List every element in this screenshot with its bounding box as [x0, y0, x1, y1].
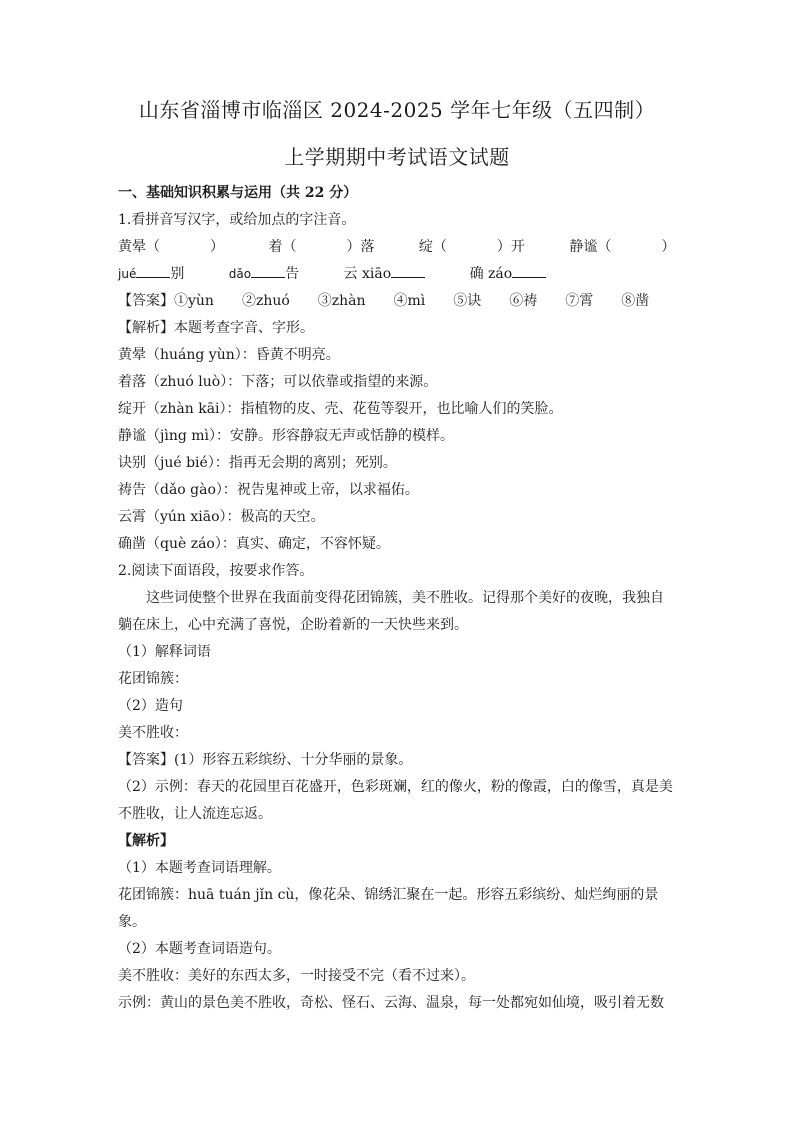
section-heading: 一、基础知识积累与运用（共 22 分）	[118, 185, 358, 201]
q2-sub-1-word: 花团锦簇：	[118, 671, 188, 687]
q1-row-2	[118, 261, 678, 288]
title-line-2: 上学期期中考试语文试题	[284, 145, 510, 169]
q2-passage-line-1: 这些词使整个世界在我面前变得花团锦簇，美不胜收。记得那个美好的夜晚，我独自	[146, 590, 664, 606]
q1-item-1: 黄晕（ ）	[118, 239, 224, 255]
q2-sub-question-1: （1）解释词语	[118, 644, 211, 660]
q2-analysis-1-text-line-2: 象。	[118, 914, 146, 930]
q2-answer-2-line-1: （2）示例：春天的花园里百花盛开，色彩斑斓，红的像火，粉的像霞，白的像雪，真是美	[118, 779, 673, 795]
q2-analysis-label: 【解析】	[118, 833, 174, 849]
q1-item-6: dǎo 告	[228, 266, 300, 282]
q1-analysis-item: 绽开（zhàn kāi）：指植物的皮、壳、花苞等裂开，也比喻人们的笑脸。	[118, 401, 563, 417]
q2-analysis-2-text: 美不胜收：美好的东西太多，一时接受不完（看不过来）。	[118, 968, 475, 984]
q1-item-4: 静谧（ ）	[569, 239, 676, 255]
q2-answer-2-line-2: 不胜收，让人流连忘返。	[118, 806, 272, 822]
title-line-1: 山东省淄博市临淄区 2024-2025 学年七年级（五四制）	[138, 98, 656, 122]
q1-analysis-item: 黄晕（huáng yùn）：昏黄不明亮。	[118, 347, 340, 363]
q1-analysis-item: 静谧（jìng mì）：安静。形容静寂无声或恬静的模样。	[118, 428, 454, 444]
q2-sub-question-2: （2）造句	[118, 698, 183, 714]
q1-analysis-item: 诀别（jué bié）：指再无会期的离别；死别。	[118, 455, 397, 471]
q1-analysis-item: 祷告（dǎo gào）：祝告鬼神或上帝，以求福佑。	[118, 482, 419, 498]
q2-passage-line-2: 躺在床上，心中充满了喜悦，企盼着新的一天快些来到。	[118, 617, 468, 633]
q2-analysis-2: （2）本题考查词语造句。	[118, 941, 281, 957]
q1-answer: 【答案】①yùn ②zhuó ③zhàn ④mì ⑤诀 ⑥祷 ⑦霄 ⑧凿	[118, 293, 650, 309]
q2-analysis-1-text-line-1: 花团锦簇：huā tuán jǐn cù，像花朵、锦绣汇聚在一起。形容五彩缤纷、灿烂绚丽的景	[118, 887, 659, 903]
question-1-stem: 1.看拼音写汉字，或给加点的字注音。	[118, 212, 356, 228]
q1-item-2: 着（ ）落	[268, 239, 375, 255]
q1-item-8: 确 záo	[470, 266, 547, 282]
q2-sub-2-word: 美不胜收：	[118, 725, 188, 741]
q1-analysis-item: 确凿（què záo）：真实、确定，不容怀疑。	[118, 536, 390, 552]
q1-item-3: 绽（ ）开	[418, 239, 525, 255]
q1-item-7: 云 xiāo	[344, 266, 426, 282]
q1-item-5: jué 别	[118, 266, 185, 282]
q2-analysis-1: （1）本题考查词语理解。	[118, 860, 281, 876]
question-2-stem: 2.阅读下面语段，按要求作答。	[118, 563, 314, 579]
q1-analysis-item: 云霄（yún xiāo）：极高的天空。	[118, 509, 325, 525]
document-body	[118, 180, 678, 1017]
q1-row-1	[118, 234, 678, 261]
q2-analysis-2-example: 示例：黄山的景色美不胜收，奇松、怪石、云海、温泉，每一处都宛如仙境，吸引着无数	[118, 995, 664, 1011]
q1-analysis-label: 【解析】本题考查字音、字形。	[118, 320, 314, 336]
q1-analysis-item: 着落（zhuó luò）：下落；可以依靠或指望的来源。	[118, 374, 438, 390]
q2-answer-1: 【答案】(1）形容五彩缤纷、十分华丽的景象。	[118, 752, 413, 768]
